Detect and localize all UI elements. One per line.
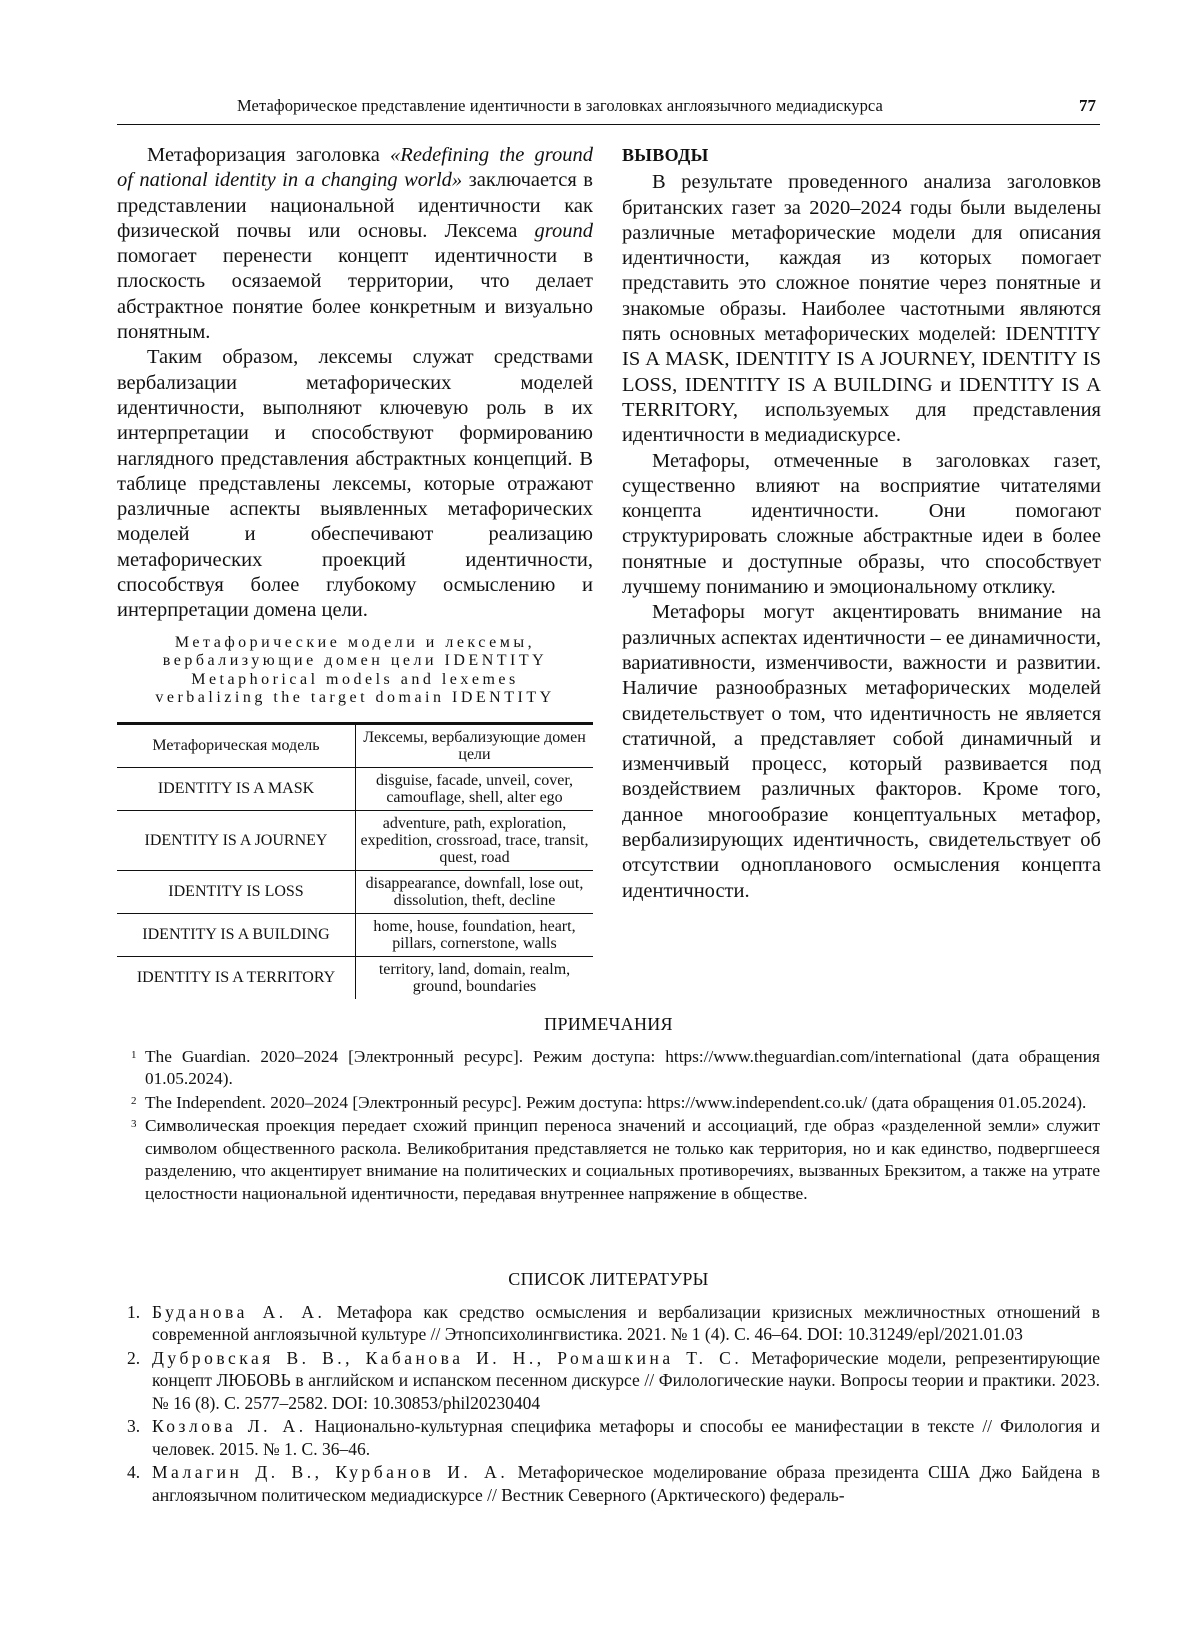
reference-item: [117, 1301, 1100, 1346]
references-section: [117, 1268, 1100, 1507]
references-heading: СПИСОК ЛИТЕРАТУРЫ: [508, 1269, 709, 1289]
running-title: Метафорическое представление идентичности в заголовках англоязычного медиадискурса: [237, 96, 883, 115]
page-number: 77: [1079, 96, 1096, 115]
reference-item: [117, 1347, 1100, 1415]
lexemes-cell: home, house, foundation, heart, pillars, cornerstone, walls: [356, 913, 594, 956]
paragraph: В результате проведенного анализа заголовков британских газет за 2020–2024 годы были выделены различные метафорические модели для описания идентичности, каждая из которых помогает представить это сложное понятие через понятные и знакомые образы. Наиболее частотными являются пять основных метафорических моделей: IDENTITY IS A MASK, IDENTITY IS A JOURNEY, IDENTITY IS LOSS, IDENTITY IS A BUILDING и IDENTITY IS A TERRITORY, используемых для представления идентичности в медиадискурсе.: [622, 171, 1101, 447]
reference-text: Метафорические модели, репрезентирующие концепт ЛЮБОВЬ в английском и испанском песенном дискурсе // Филологические науки. Вопросы теории и практики. 2023. № 16 (8). С. 2577–2582. DOI: 10.30853/phil20230404: [152, 1347, 1100, 1413]
notes-section: [117, 1013, 1100, 1206]
paragraph: Таким образом, лексемы служат средствами вербализации метафорических моделей идентичности, выполняют ключевую роль в их интерпретации и способствуют формированию наглядного представления абстрактных концепций. В таблице представлены лексемы, которые отражают различные аспекты выявленных метафорических моделей и обеспечивают реализацию метафорических проекций идентичности, способствуя более глубокому осмыслению и интерпретации домена цели.: [117, 346, 593, 622]
reference-item: [117, 1461, 1100, 1506]
lexemes-cell: disappearance, downfall, lose out, dissolution, theft, decline: [356, 870, 594, 913]
lexeme-ground: ground: [534, 219, 593, 242]
headline-quote: «Redefining the ground of national identity in a changing world»: [117, 144, 593, 192]
notes-heading: ПРИМЕЧАНИЯ: [544, 1014, 673, 1034]
caption-line: verbalizing the target domain IDENTITY: [155, 689, 555, 707]
table-row: [117, 913, 593, 956]
model-cell: IDENTITY IS A MASK: [117, 767, 356, 810]
left-column: [117, 143, 593, 999]
table-row: [117, 810, 593, 870]
section-title: ВЫВОДЫ: [622, 145, 709, 165]
text-span: помогает перенести концепт идентичности в плоскость осязаемой территории, что делает абстрактное понятие более конкретным и визуально понятным.: [117, 245, 593, 344]
model-cell: IDENTITY IS LOSS: [117, 870, 356, 913]
column-header: Лексемы, вербализующие домен цели: [356, 723, 594, 767]
reference-text: Метафорическое моделирование образа президента США Джо Байдена в англоязычном политическом медиадискурсе // Вестник Северного (Арктического) федераль-: [152, 1462, 1100, 1505]
note-number: 3: [131, 1118, 137, 1130]
reference-authors: Малагин Д. В., Курбанов И. А.: [152, 1462, 509, 1482]
table-row: [117, 956, 593, 999]
lexemes-cell: adventure, path, exploration, expedition, crossroad, trace, transit, quest, road: [356, 810, 594, 870]
reference-item: [117, 1415, 1100, 1460]
caption-line: вербализующие домен цели IDENTITY: [162, 652, 548, 670]
caption-line: Metaphorical models and lexemes: [191, 670, 519, 688]
reference-text: Национально-культурная специфика метафоры и способы ее манифестации в тексте // Филология и человек. 2015. № 1. С. 36–46.: [152, 1416, 1100, 1459]
model-cell: IDENTITY IS A TERRITORY: [117, 956, 356, 999]
lexemes-cell: territory, land, domain, realm, ground, boundaries: [378, 960, 571, 995]
text-span: Метафоризация заголовка: [147, 144, 391, 166]
column-header: Метафорическая модель: [117, 723, 356, 767]
right-column: [622, 143, 1101, 904]
paragraph: Метафоры могут акцентировать внимание на различных аспектах идентичности – ее динамичности, вариативности, изменчивости, важности и развитии. Наличие разнообразных метафорических моделей свидетельствует о том, что идентичность не является статичной, а представляет собой динамичный и изменчивый процесс, который развивается под воздействием различных факторов. Кроме того, данное многообразие концептуальных метафор, вербализирующих идентичность, свидетельствует об отсутствии однопланового осмысления концепта идентичности.: [622, 601, 1101, 902]
caption-line: Метафорические модели и лексемы,: [174, 633, 536, 651]
paragraph: Метафоры, отмеченные в заголовках газет, существенно влияют на восприятие читателями концепта идентичности. Они помогают структурировать сложные абстрактные идеи в более понятные и доступные образы, что способствует лучшему пониманию и эмоциональному отклику.: [622, 449, 1101, 599]
running-header: [117, 94, 1100, 125]
note-number: 1: [131, 1048, 137, 1061]
model-cell: IDENTITY IS A BUILDING: [117, 913, 356, 956]
note-number: 2: [131, 1094, 137, 1107]
reference-number: 1.: [127, 1301, 141, 1322]
table-header-row: [117, 723, 593, 767]
reference-number: 4.: [127, 1462, 141, 1482]
reference-text: Метафора как средство осмысления и вербализации кризисных межличностных отношений в современной англоязычной культуре // Этнопсихолингвистика. 2021. № 1 (4). С. 46–64. DOI: 10.31249/epl/2021.01.03: [152, 1301, 1100, 1344]
note-item: [117, 1046, 1100, 1091]
table-row: [117, 767, 593, 810]
text-span: заключается в представлении национальной идентичности как физической почвы или основы. Лексема: [117, 169, 593, 242]
lexemes-cell: disguise, facade, unveil, cover, camouflage, shell, alter ego: [356, 767, 594, 810]
note-text: Символическая проекция передает схожий принцип переноса значений и ассоциаций, где образ «разделенной земли» служит символом общественного раскола. Великобритания представляется не только как территория, но и как единство, подвергшееся разделению, что акцентирует внимание на политических и социальных противоречиях, вызванных Брекзитом, а также на утрате целостности национальной идентичности, передавая внутреннее напряжение в обществе.: [145, 1116, 1100, 1203]
note-item: [117, 1115, 1100, 1205]
reference-authors: Буданова А. А.: [152, 1301, 326, 1322]
reference-number: 3.: [127, 1416, 141, 1436]
note-text: The Guardian. 2020–2024 [Электронный ресурс]. Режим доступа: https://www.theguardian.com/international (дата обращения 01.05.2024).: [145, 1046, 1100, 1088]
metaphor-table: [117, 722, 593, 999]
reference-authors: Козлова Л. А.: [152, 1416, 307, 1436]
table-row: [117, 870, 593, 913]
model-cell: IDENTITY IS A JOURNEY: [117, 810, 356, 870]
table-caption: [117, 634, 593, 708]
reference-number: 2.: [127, 1347, 141, 1368]
note-text: The Independent. 2020–2024 [Электронный ресурс]. Режим доступа: https://www.independent.co.uk/ (дата обращения 01.05.2024).: [145, 1092, 1087, 1112]
note-item: [117, 1092, 1100, 1115]
paragraph: [117, 143, 593, 345]
reference-authors: Дубровская В. В., Кабанова И. Н., Ромашкина Т. С.: [152, 1347, 743, 1368]
